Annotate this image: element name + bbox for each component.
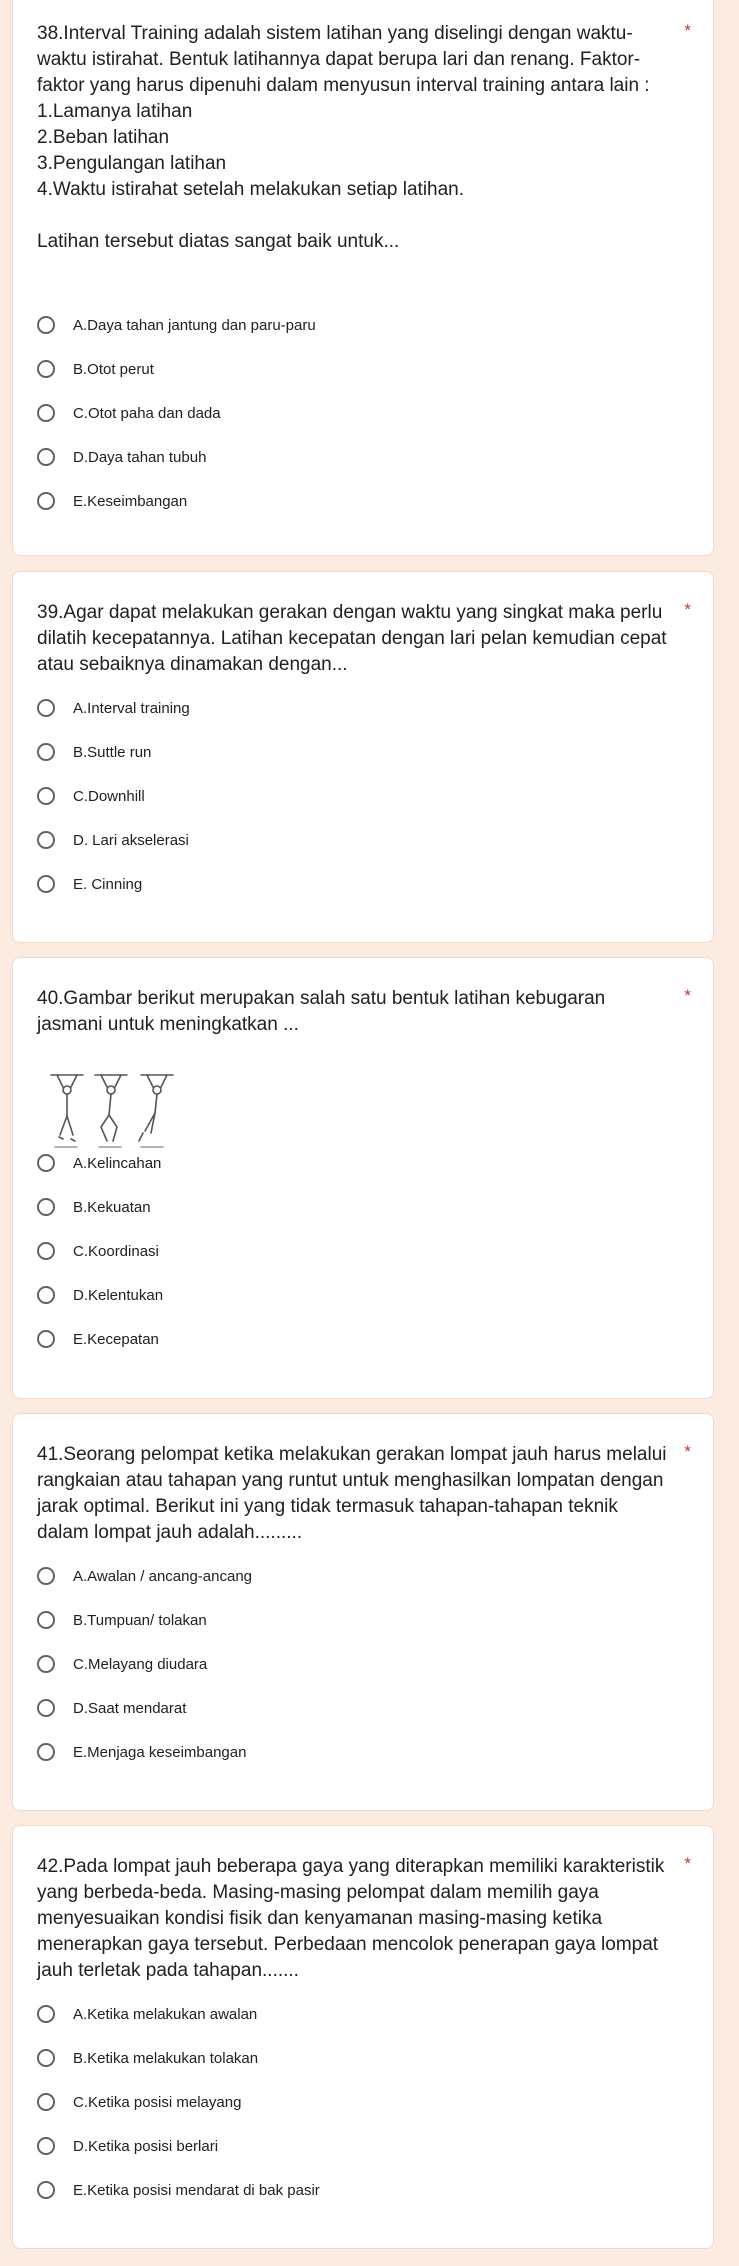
option-c[interactable] [37, 2090, 241, 2114]
option-c[interactable] [37, 1239, 159, 1263]
radio-button-icon[interactable] [37, 1198, 55, 1216]
radio-button-icon[interactable] [37, 1330, 55, 1348]
option-e[interactable] [37, 1327, 159, 1351]
radio-button-icon[interactable] [37, 2093, 55, 2111]
radio-button-icon[interactable] [37, 1655, 55, 1673]
radio-button-icon[interactable] [37, 2005, 55, 2023]
radio-button-icon[interactable] [37, 875, 55, 893]
radio-button-icon[interactable] [37, 1567, 55, 1585]
option-label: E.Keseimbangan [73, 492, 188, 510]
option-label: A.Interval training [73, 699, 190, 717]
option-label: B.Otot perut [73, 360, 154, 378]
option-c[interactable] [37, 401, 221, 425]
question-text: 39.Agar dapat melakukan gerakan dengan waktu yang singkat maka perlu dilatih kecepatannya. Latihan kecepatan dengan lari pelan kemudian cepat atau sebaiknya dinamakan dengan... [37, 602, 667, 675]
option-label: E.Menjaga keseimbangan [73, 1743, 247, 1761]
question-card-40 [12, 957, 714, 1399]
option-label: A.Ketika melakukan awalan [73, 2005, 258, 2023]
option-b[interactable] [37, 740, 151, 764]
radio-button-icon[interactable] [37, 2049, 55, 2067]
radio-button-icon[interactable] [37, 2181, 55, 2199]
option-d[interactable] [37, 1696, 186, 1720]
radio-button-icon[interactable] [37, 831, 55, 849]
option-b[interactable] [37, 1608, 207, 1632]
option-label: D.Kelentukan [73, 1286, 164, 1304]
option-label: D.Daya tahan tubuh [73, 448, 207, 466]
option-d[interactable] [37, 2134, 218, 2158]
required-asterisk: * [684, 600, 691, 619]
question-card-41 [12, 1413, 714, 1811]
exercise-illustration [47, 1071, 187, 1151]
option-a[interactable] [37, 313, 316, 337]
option-label: C.Downhill [73, 787, 145, 805]
option-label: A.Daya tahan jantung dan paru-paru [73, 316, 316, 334]
option-c[interactable] [37, 1652, 207, 1676]
option-a[interactable] [37, 2002, 257, 2026]
option-e[interactable] [37, 2178, 320, 2202]
radio-button-icon[interactable] [37, 404, 55, 422]
option-label: C.Koordinasi [73, 1242, 159, 1260]
question-card-38 [12, 0, 714, 556]
option-b[interactable] [37, 1195, 151, 1219]
radio-button-icon[interactable] [37, 492, 55, 510]
radio-button-icon[interactable] [37, 743, 55, 761]
option-e[interactable] [37, 872, 142, 896]
option-a[interactable] [37, 1151, 161, 1175]
option-c[interactable] [37, 784, 145, 808]
radio-button-icon[interactable] [37, 360, 55, 378]
radio-button-icon[interactable] [37, 1242, 55, 1260]
radio-button-icon[interactable] [37, 1699, 55, 1717]
question-text: 38.Interval Training adalah sistem latihan yang diselingi dengan waktu-waktu istirahat. Bentuk latihannya dapat berupa lari dan renang. Faktor-faktor yang harus dipenuhi dalam menyusun interval training antara lain : 1.Lamanya latihan 2.Beban latihan 3.Pengulangan latihan 4.Waktu istirahat setelah melakukan setiap latihan. Latihan tersebut diatas sangat baik untuk... [37, 23, 650, 252]
option-d[interactable] [37, 1283, 163, 1307]
option-label: B.Suttle run [73, 743, 152, 761]
option-label: B.Tumpuan/ tolakan [73, 1611, 207, 1629]
radio-button-icon[interactable] [37, 1611, 55, 1629]
question-text: 41.Seorang pelompat ketika melakukan gerakan lompat jauh harus melalui rangkaian atau tahapan yang runtut untuk menghasilkan lompatan dengan jarak optimal. Berikut ini yang tidak termasuk tahapan-tahapan teknik dalam lompat jauh adalah......... [37, 1444, 667, 1543]
radio-button-icon[interactable] [37, 448, 55, 466]
radio-button-icon[interactable] [37, 787, 55, 805]
option-a[interactable] [37, 696, 190, 720]
option-label: C.Otot paha dan dada [73, 404, 221, 422]
option-label: E.Ketika posisi mendarat di bak pasir [73, 2181, 320, 2199]
option-label: A.Awalan / ancang-ancang [73, 1567, 253, 1585]
radio-button-icon[interactable] [37, 316, 55, 334]
required-asterisk: * [684, 1442, 691, 1461]
required-asterisk: * [684, 21, 691, 40]
option-label: A.Kelincahan [73, 1154, 162, 1172]
radio-button-icon[interactable] [37, 1154, 55, 1172]
option-label: B.Kekuatan [73, 1198, 151, 1216]
option-label: C.Ketika posisi melayang [73, 2093, 242, 2111]
required-asterisk: * [684, 1854, 691, 1873]
radio-button-icon[interactable] [37, 699, 55, 717]
question-text: 42.Pada lompat jauh beberapa gaya yang diterapkan memiliki karakteristik yang berbeda-beda. Masing-masing pelompat dalam memilih gaya menyesuaikan kondisi fisik dan kenyamanan masing-masing ketika menerapkan gaya tersebut. Perbedaan mencolok penerapan gaya lompat jauh terletak pada tahapan....... [37, 1856, 665, 1981]
option-d[interactable] [37, 828, 189, 852]
option-d[interactable] [37, 445, 206, 469]
radio-button-icon[interactable] [37, 2137, 55, 2155]
option-e[interactable] [37, 489, 187, 513]
option-label: E. Cinning [73, 875, 143, 893]
option-label: D.Ketika posisi berlari [73, 2137, 219, 2155]
question-text: 40.Gambar berikut merupakan salah satu bentuk latihan kebugaran jasmani untuk meningkatkan ... [37, 988, 606, 1035]
question-card-42 [12, 1825, 714, 2249]
option-label: E.Kecepatan [73, 1330, 159, 1348]
option-b[interactable] [37, 2046, 258, 2070]
question-card-39 [12, 571, 714, 943]
option-b[interactable] [37, 357, 154, 381]
option-label: D. Lari akselerasi [73, 831, 189, 849]
radio-button-icon[interactable] [37, 1743, 55, 1761]
option-label: C.Melayang diudara [73, 1655, 208, 1673]
option-a[interactable] [37, 1564, 252, 1588]
option-label: D.Saat mendarat [73, 1699, 187, 1717]
radio-button-icon[interactable] [37, 1286, 55, 1304]
option-label: B.Ketika melakukan tolakan [73, 2049, 259, 2067]
required-asterisk: * [684, 986, 691, 1005]
option-e[interactable] [37, 1740, 246, 1764]
